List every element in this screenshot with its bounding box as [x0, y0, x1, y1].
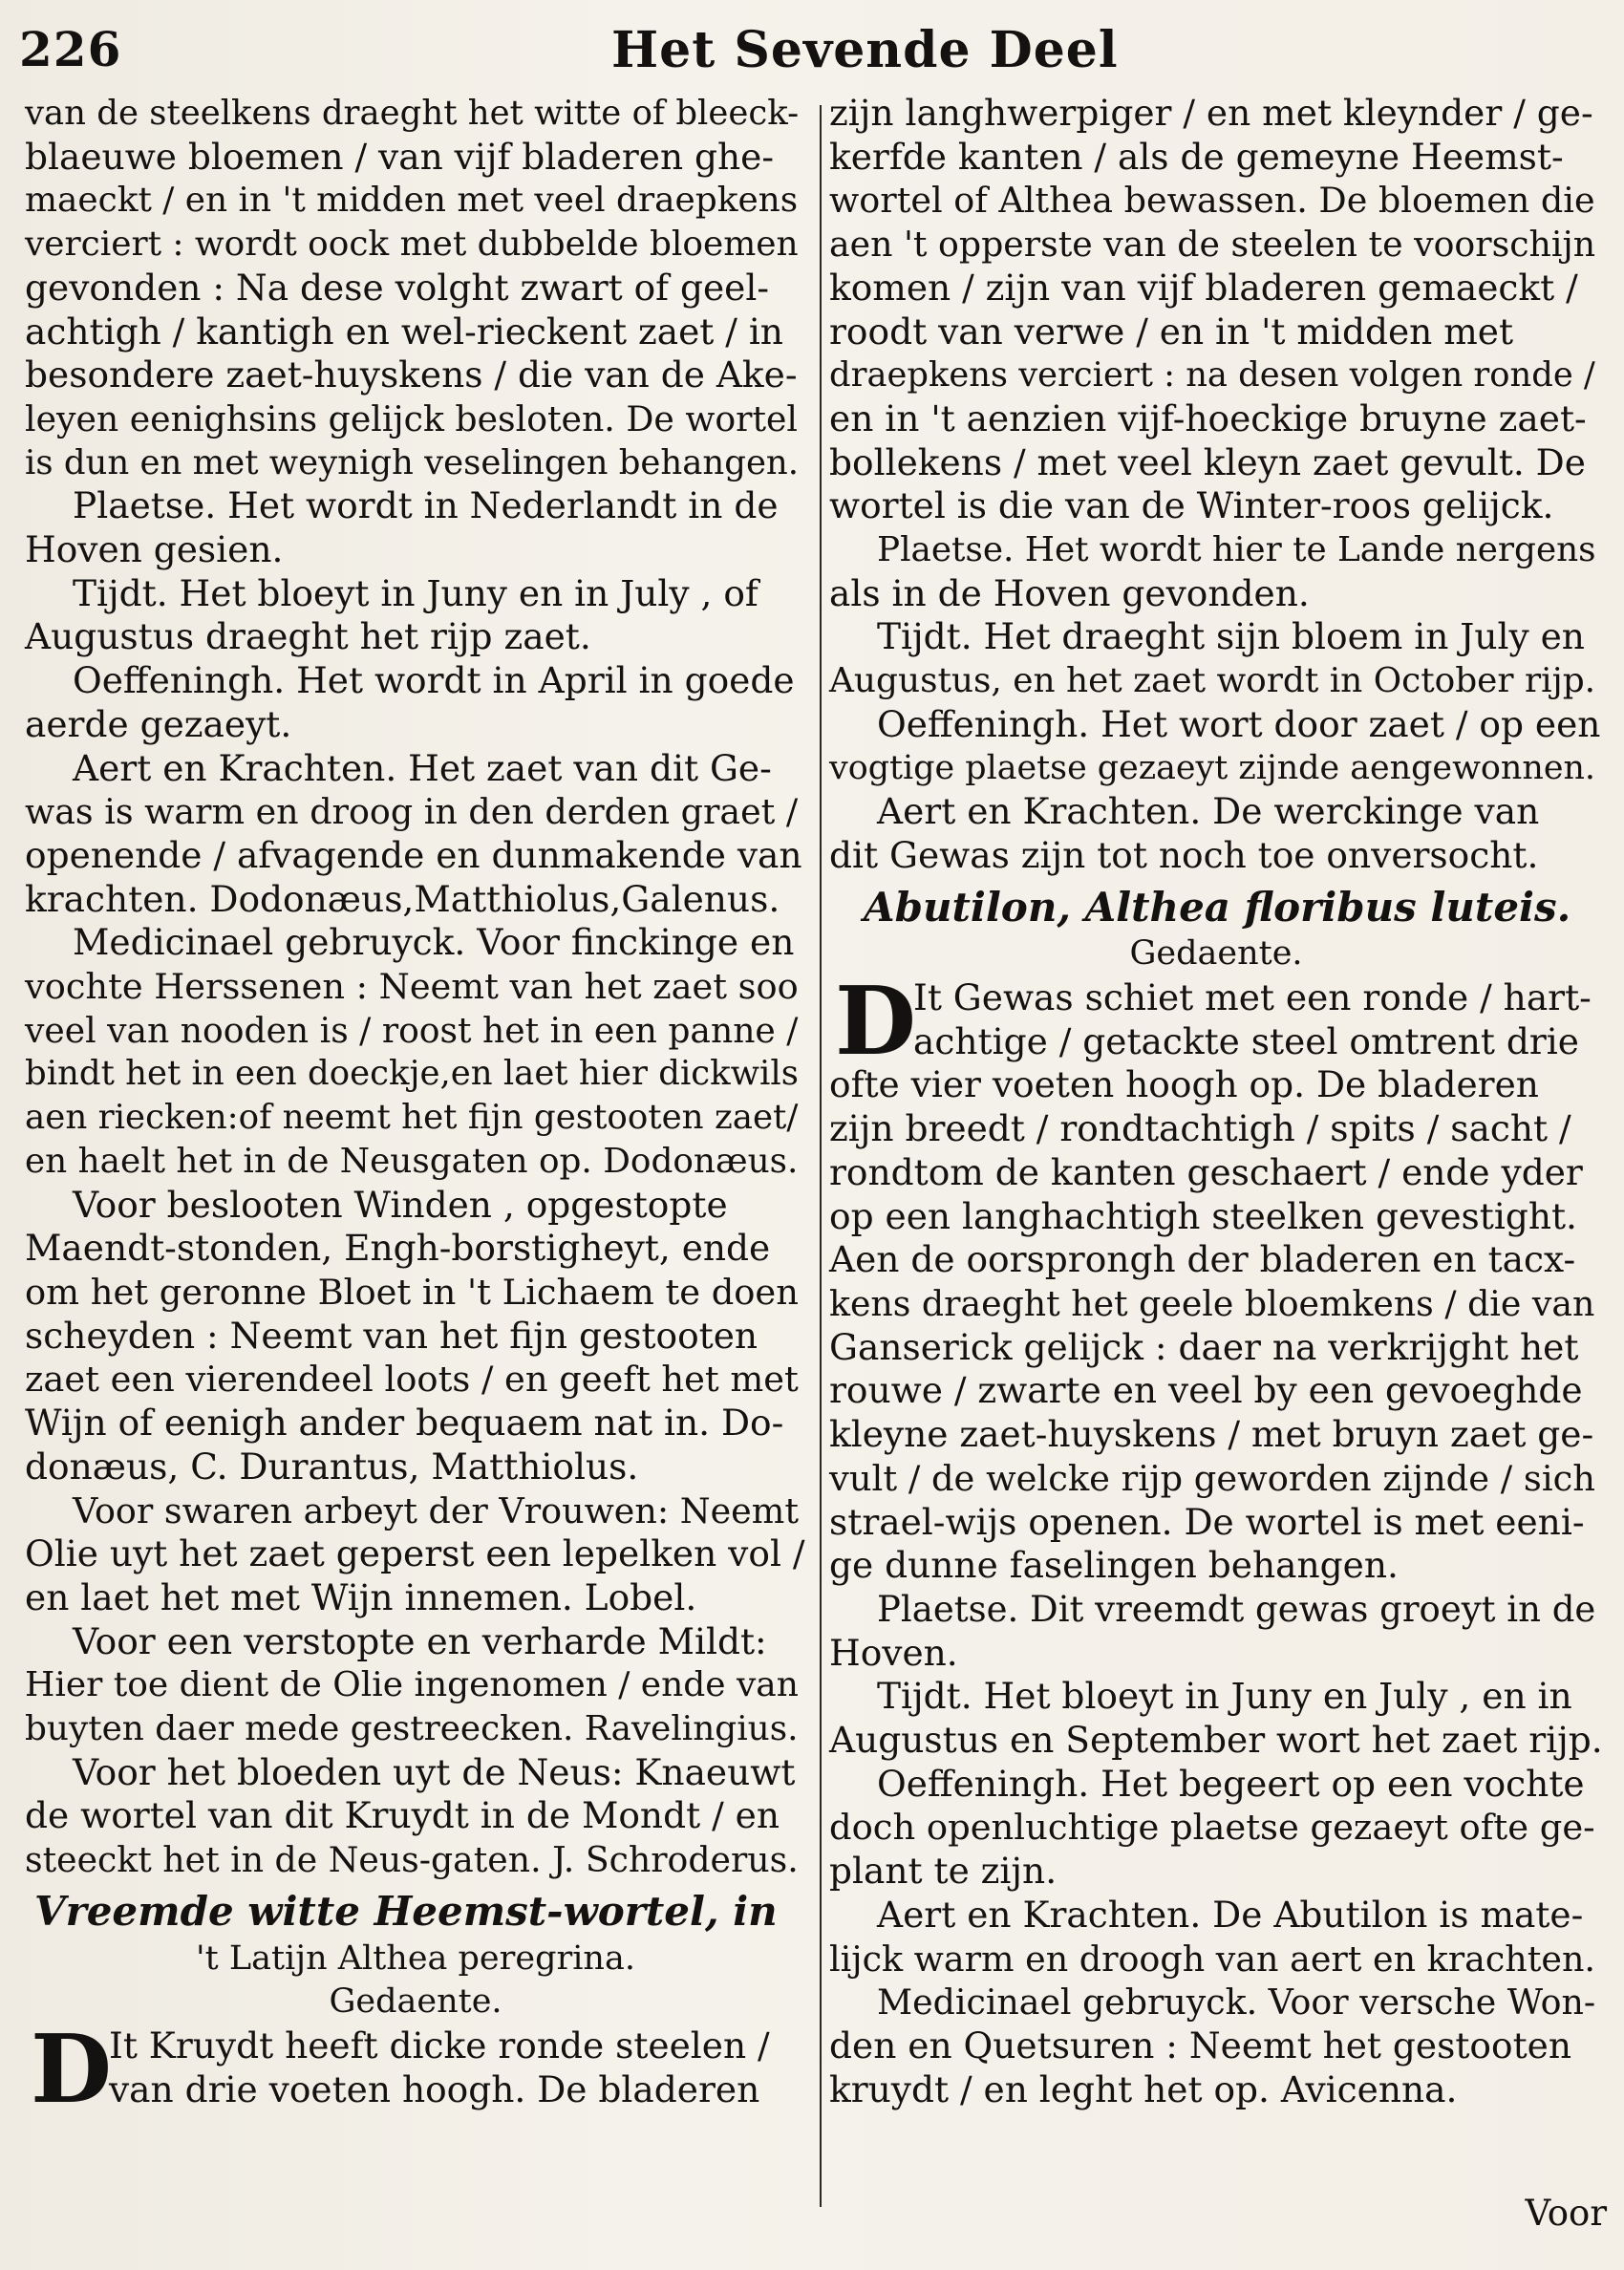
body-line: kerfde kanten / als de gemeyne Heemst- — [829, 135, 1564, 178]
section-line: den en Quetsuren : Neemt het gestooten — [829, 2024, 1571, 2067]
body-line: zijn breedt / rondtachtigh / spits / sacht / — [829, 1107, 1571, 1150]
section-line: als in de Hoven gevonden. — [829, 571, 1310, 614]
section-line: Tijdt. Het bloeyt in Juny en July , en in — [877, 1675, 1572, 1718]
section-line: zaet een vierendeel loots / en geeft het met — [25, 1359, 799, 1401]
body-line: ge dunne faselingen behangen. — [829, 1544, 1399, 1587]
section-line: om het geronne Bloet in 't Lichaem te doen — [25, 1271, 799, 1313]
section-line: Oeffeningh. Het wort door zaet / op een — [877, 702, 1601, 745]
body-line: gevonden : Na dese volght zwart of geel- — [25, 266, 770, 309]
section-line: Voor swaren arbeyt der Vrouwen: Neemt — [73, 1489, 799, 1531]
section-line: Olie uyt het zaet geperst een lepelken vol / — [25, 1532, 805, 1575]
section-line: kruydt / en leght het op. Avicenna. — [829, 2067, 1458, 2110]
section-line: Augustus, en het zaet wordt in October rijp. — [829, 661, 1596, 701]
section-line: Aert en Krachten. De werckinge van — [877, 790, 1540, 833]
body-line: kens draeght het geele bloemkens / die van — [829, 1282, 1595, 1324]
body-line: en in 't aenzien vijf-hoeckige bruyne zaet- — [829, 396, 1587, 439]
section-heading: Gedaente. — [329, 1982, 502, 2022]
catchword: Voor — [1525, 2193, 1607, 2234]
body-line: bollekens / met veel kleyn zaet gevult. De — [829, 440, 1586, 483]
section-line: Hoven gesien. — [25, 528, 284, 571]
section-line: de wortel van dit Kruydt in de Mondt / en — [25, 1794, 780, 1837]
body-line: rondtom de kanten geschaert / ende yder — [829, 1150, 1583, 1193]
section-line: Tijdt. Het draeght sijn bloem in July en — [877, 615, 1585, 658]
plant-heading: Vreemde witte Heemst-wortel, in — [34, 1887, 778, 1935]
section-line: en haelt het in de Neusgaten op. Dodonæus. — [25, 1141, 799, 1181]
body-line: verciert : wordt oock met dubbelde bloemen — [25, 225, 799, 265]
section-line: Voor een verstopte en verharde Mildt: — [73, 1619, 767, 1662]
body-line: aen 't opperste van de steelen te voorschijn — [829, 224, 1596, 266]
section-line: donæus, C. Durantus, Matthiolus. — [25, 1445, 639, 1488]
body-line: op een langhachtigh steelken gevestight. — [829, 1194, 1577, 1237]
dropcap-line: It Kruydt heeft dicke ronde steelen / — [109, 2024, 770, 2067]
dropcap-line: van drie voeten hoogh. De bladeren — [109, 2067, 760, 2110]
section-line: Hoven. — [829, 1631, 958, 1674]
body-line: blaeuwe bloemen / van vijf bladeren ghe- — [25, 135, 775, 178]
body-line: wortel of Althea bewassen. De bloemen die — [829, 180, 1595, 222]
section-line: Tijdt. Het bloeyt in Juny en in July , of — [73, 571, 759, 614]
running-title: Het Sevende Deel — [611, 21, 1119, 79]
section-line: Medicinael gebruyck. Voor finckinge en — [73, 921, 795, 964]
section-line: Maendt-stonden, Engh-borstigheyt, ende — [25, 1227, 771, 1270]
column-divider — [820, 105, 822, 2207]
section-line: Hier toe dient de Olie ingenomen / ende van — [25, 1665, 799, 1705]
dropcap-paragraph — [25, 2014, 806, 2125]
page-header — [19, 21, 1605, 88]
section-line: veel van nooden is / roost het in een panne / — [25, 1009, 799, 1051]
section-line: Wijn of eenigh ander bequaem nat in. Do- — [25, 1402, 784, 1445]
right-column — [829, 92, 1603, 2111]
section-line: steeckt het in de Neus-gaten. J. Schroderus. — [25, 1839, 799, 1881]
section-line: Plaetse. Het wordt hier te Lande nergens — [877, 530, 1596, 570]
section-line: lijck warm en droogh van aert en krachten. — [829, 1938, 1595, 1980]
section-line: Oeffeningh. Het wordt in April in goede — [73, 659, 795, 702]
body-line: van de steelkens draeght het witte of bleeck- — [25, 94, 800, 133]
body-line: kleyne zaet-huyskens / met bruyn zaet ge- — [829, 1413, 1594, 1456]
body-line: Aen de oorsprongh der bladeren en tacx- — [829, 1238, 1576, 1281]
body-line: ofte vier voeten hoogh op. De bladeren — [829, 1063, 1539, 1106]
body-line: Ganserick gelijck : daer na verkrijght het — [829, 1325, 1579, 1368]
body-line: maeckt / en in 't midden met veel draepkens — [25, 181, 799, 221]
section-line: aen riecken:of neemt het fijn gestooten zaet/ — [25, 1098, 799, 1138]
section-line: krachten. Dodonæus,Matthiolus,Galenus. — [25, 877, 780, 920]
section-line: en laet het met Wijn innemen. Lobel. — [25, 1575, 697, 1618]
body-line: leyen eenighsins gelijck besloten. De wortel — [25, 397, 799, 439]
section-heading: Gedaente. — [1129, 934, 1303, 974]
body-line: achtigh / kantigh en wel-rieckent zaet / in — [25, 310, 783, 353]
body-line: vult / de welcke rijp geworden zijnde / sich — [829, 1457, 1595, 1499]
section-line: aerde gezaeyt. — [25, 702, 292, 745]
section-line: Voor het bloeden uyt de Neus: Knaeuwt — [73, 1750, 796, 1793]
section-line: dit Gewas zijn tot noch toe onversocht. — [829, 833, 1539, 876]
section-line: Augustus en September wort het zaet rijp. — [829, 1719, 1603, 1762]
body-line: roodt van verwe / en in 't midden met — [829, 310, 1514, 353]
section-line: Plaetse. Het wordt in Nederlandt in de — [73, 484, 779, 527]
body-line: draepkens verciert : na desen volgen ronde / — [829, 355, 1595, 396]
body-line: strael-wijs openen. De wortel is met eeni- — [829, 1500, 1585, 1543]
section-line: Medicinael gebruyck. Voor versche Won- — [877, 1981, 1596, 2024]
body-line: rouwe / zwarte en veel by een gevoeghde — [829, 1369, 1583, 1412]
section-line: Augustus draeght het rijp zaet. — [25, 615, 591, 658]
section-line: vogtige plaetse gezaeyt zijnde aengewonnen. — [829, 748, 1596, 787]
section-line: bindt het in een doeckje,en laet hier dickwils — [25, 1054, 799, 1094]
body-line: besondere zaet-huyskens / die van de Ake- — [25, 353, 798, 396]
drop-capital: D — [835, 967, 916, 1078]
body-line: komen / zijn van vijf bladeren gemaeckt / — [829, 266, 1578, 309]
body-line: is dun en met weynigh veselingen behangen. — [25, 442, 800, 482]
body-line: zijn langhwerpiger / en met kleynder / ge- — [829, 92, 1593, 134]
section-line: vochte Herssenen : Neemt van het zaet soo — [25, 966, 799, 1008]
section-line: Aert en Krachten. Het zaet van dit Ge- — [73, 746, 772, 789]
section-line: Plaetse. Dit vreemdt gewas groeyt in de — [877, 1588, 1596, 1630]
section-line: buyten daer mede gestreecken. Ravelingius. — [25, 1709, 799, 1749]
section-line: scheyden : Neemt van het fijn gestooten — [25, 1314, 759, 1357]
drop-capital: D — [31, 2014, 112, 2125]
latin-name: 't Latijn Althea peregrina. — [196, 1938, 635, 1978]
dropcap-line: It Gewas schiet met een ronde / hart- — [913, 976, 1592, 1019]
section-line: was is warm en droog in den derden graet / — [25, 791, 799, 833]
section-line: plant te zijn. — [829, 1850, 1058, 1893]
body-line: wortel is die van de Winter-roos gelijck. — [829, 484, 1554, 527]
section-line: doch openluchtige plaetse gezaeyt ofte ge- — [829, 1807, 1595, 1849]
left-column — [25, 92, 806, 2125]
plant-heading: Abutilon, Althea floribus luteis. — [864, 883, 1571, 931]
section-line: Voor beslooten Winden , opgestopte — [73, 1183, 728, 1226]
page-number: 226 — [19, 21, 122, 77]
dropcap-paragraph — [829, 967, 1603, 1078]
section-line: Aert en Krachten. De Abutilon is mate- — [877, 1893, 1584, 1936]
dropcap-line: achtige / getackte steel omtrent drie — [913, 1019, 1579, 1062]
section-line: Oeffeningh. Het begeert op een vochte — [877, 1762, 1585, 1805]
section-line: openende / afvagende en dunmakende van — [25, 833, 802, 876]
